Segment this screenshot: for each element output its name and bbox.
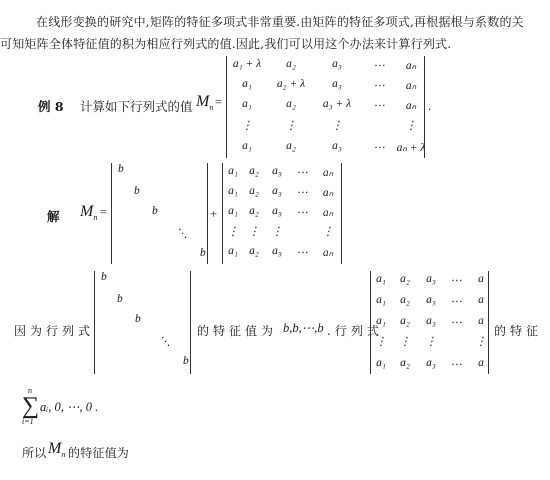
because-suffix: .行列式: [327, 324, 383, 338]
matrix-cell: a₃: [272, 185, 282, 197]
sum-terms: aᵢ, 0, ⋯, 0 .: [40, 400, 99, 414]
because-rank-one-determinant: [370, 271, 489, 374]
matrix-cell: a₁: [376, 357, 386, 369]
matrix-cell: ⋯: [450, 317, 462, 329]
matrix-cell: ⋯: [373, 80, 385, 92]
solution-diagonal-determinant: [111, 163, 208, 264]
matrix-cell: ⋯: [296, 247, 308, 259]
matrix-cell: aₙ: [322, 187, 334, 199]
matrix-cell: ⋮: [399, 336, 411, 348]
matrix-cell: ⋮: [375, 336, 387, 348]
matrix-cell: a₁: [242, 78, 252, 90]
matrix-cell: a₁: [376, 273, 386, 285]
matrix-cell: a₃: [272, 205, 282, 217]
matrix-cell: ⋮: [331, 120, 343, 132]
diagonal-entry: b: [152, 205, 158, 217]
conclusion-suffix: 的特征值为: [68, 446, 130, 460]
matrix-cell: a₁: [376, 315, 386, 327]
because-prefix: 因为行列式: [14, 324, 95, 338]
matrix-cell: aₙ: [405, 80, 417, 92]
matrix-cell: a₃: [332, 78, 342, 90]
matrix-cell: a₂: [400, 315, 410, 327]
matrix-cell: a₃ + λ: [322, 98, 352, 110]
matrix-cell: a₂: [286, 140, 296, 152]
matrix-cell: a₁: [242, 98, 252, 110]
matrix-cell: a₁: [228, 245, 238, 257]
matrix-cell: a₃: [426, 294, 436, 306]
example-matrix-symbol: $M_n$: [196, 93, 214, 113]
matrix-cell: a₁: [242, 140, 252, 152]
solution-rank-one-determinant: [222, 163, 342, 264]
matrix-cell: ⋯: [373, 142, 385, 154]
matrix-cell: ⋯: [296, 167, 308, 179]
matrix-cell: aₙ: [322, 247, 334, 259]
example-equals: =: [215, 95, 223, 109]
matrix-cell: ⋯: [373, 60, 385, 72]
matrix-cell: a₃: [332, 140, 342, 152]
paragraph-line-1: 在线形变换的研究中,矩阵的特征多项式非常重要.由矩阵的特征多项式,再根据根与系数的关: [36, 15, 524, 29]
diagonal-entry: b: [200, 247, 206, 259]
example-period: .: [428, 99, 432, 113]
sum-lower-limit: i=1: [22, 417, 34, 426]
solution-label: 解: [47, 209, 60, 224]
matrix-cell: a: [478, 294, 484, 306]
diagonal-entry: b: [117, 293, 123, 305]
sum-sigma: ∑: [22, 393, 40, 419]
example-label: 例 8: [38, 99, 64, 114]
matrix-cell: ⋯: [450, 296, 462, 308]
diagonal-entry: ⋱: [159, 336, 171, 348]
matrix-cell: a: [478, 315, 484, 327]
matrix-cell: ⋮: [322, 226, 334, 238]
paragraph-line-2: 可知矩阵全体特征值的积为相应行列式的值.因此,我们可以用这个办法来计算行列式.: [0, 37, 452, 51]
matrix-cell: a₃: [426, 357, 436, 369]
example-determinant: [226, 56, 425, 158]
matrix-cell: ⋯: [373, 100, 385, 112]
diagonal-entry: b: [135, 313, 141, 325]
matrix-cell: ⋮: [241, 120, 253, 132]
matrix-cell: a: [478, 357, 484, 369]
matrix-cell: a₁: [376, 294, 386, 306]
matrix-cell: a₂: [249, 185, 259, 197]
matrix-cell: ⋯: [450, 359, 462, 371]
matrix-cell: aₙ + λ: [396, 142, 426, 154]
diagonal-entry: b: [183, 355, 189, 367]
matrix-cell: a₃: [426, 315, 436, 327]
because-tail: 的特征: [494, 324, 543, 338]
solution-equals: =: [100, 205, 108, 219]
matrix-cell: a₂: [400, 294, 410, 306]
because-middle: 的特征值为: [197, 324, 278, 338]
matrix-cell: ⋮: [285, 120, 297, 132]
conclusion-prefix: 所以: [22, 446, 47, 460]
solution-matrix-symbol: $M_n$: [80, 203, 98, 223]
matrix-cell: a₃: [332, 58, 342, 70]
sum-upper-limit: n: [28, 386, 32, 395]
matrix-cell: ⋮: [248, 226, 260, 238]
matrix-cell: a₂: [400, 273, 410, 285]
diagonal-entry: b: [134, 185, 140, 197]
matrix-cell: ⋯: [296, 187, 308, 199]
matrix-cell: a₂: [249, 165, 259, 177]
matrix-cell: aₙ: [405, 60, 417, 72]
diagonal-entry: b: [118, 163, 124, 175]
conclusion-matrix-symbol: $M_n$: [48, 440, 66, 460]
matrix-cell: a₂: [249, 245, 259, 257]
matrix-cell: a₃: [426, 273, 436, 285]
diagonal-entry: ⋱: [176, 228, 188, 240]
matrix-cell: a₂: [249, 205, 259, 217]
matrix-cell: a₂: [400, 357, 410, 369]
matrix-cell: ⋯: [296, 207, 308, 219]
matrix-cell: a₂: [286, 58, 296, 70]
matrix-cell: ⋮: [227, 226, 239, 238]
matrix-cell: a₁ + λ: [232, 58, 262, 70]
matrix-cell: a₁: [228, 185, 238, 197]
matrix-cell: ⋮: [425, 336, 437, 348]
matrix-cell: aₙ: [322, 167, 334, 179]
matrix-cell: aₙ: [405, 100, 417, 112]
matrix-cell: aₙ: [322, 207, 334, 219]
diagonal-entry: b: [101, 271, 107, 283]
example-text: 计算如下行列式的值: [80, 99, 193, 114]
matrix-cell: ⋮: [271, 226, 283, 238]
matrix-cell: ⋮: [405, 120, 417, 132]
matrix-cell: a₁: [228, 165, 238, 177]
matrix-cell: a₂ + λ: [276, 78, 306, 90]
matrix-cell: a₃: [272, 165, 282, 177]
eigenvalues-b: b,b,⋯,b: [283, 321, 324, 335]
matrix-cell: a₁: [228, 205, 238, 217]
because-diagonal-determinant: [94, 271, 191, 374]
matrix-cell: ⋯: [450, 275, 462, 287]
solution-plus: +: [210, 207, 218, 221]
matrix-cell: a₂: [286, 98, 296, 110]
matrix-cell: ⋮: [475, 336, 487, 348]
matrix-cell: a₃: [272, 245, 282, 257]
matrix-cell: a: [478, 273, 484, 285]
